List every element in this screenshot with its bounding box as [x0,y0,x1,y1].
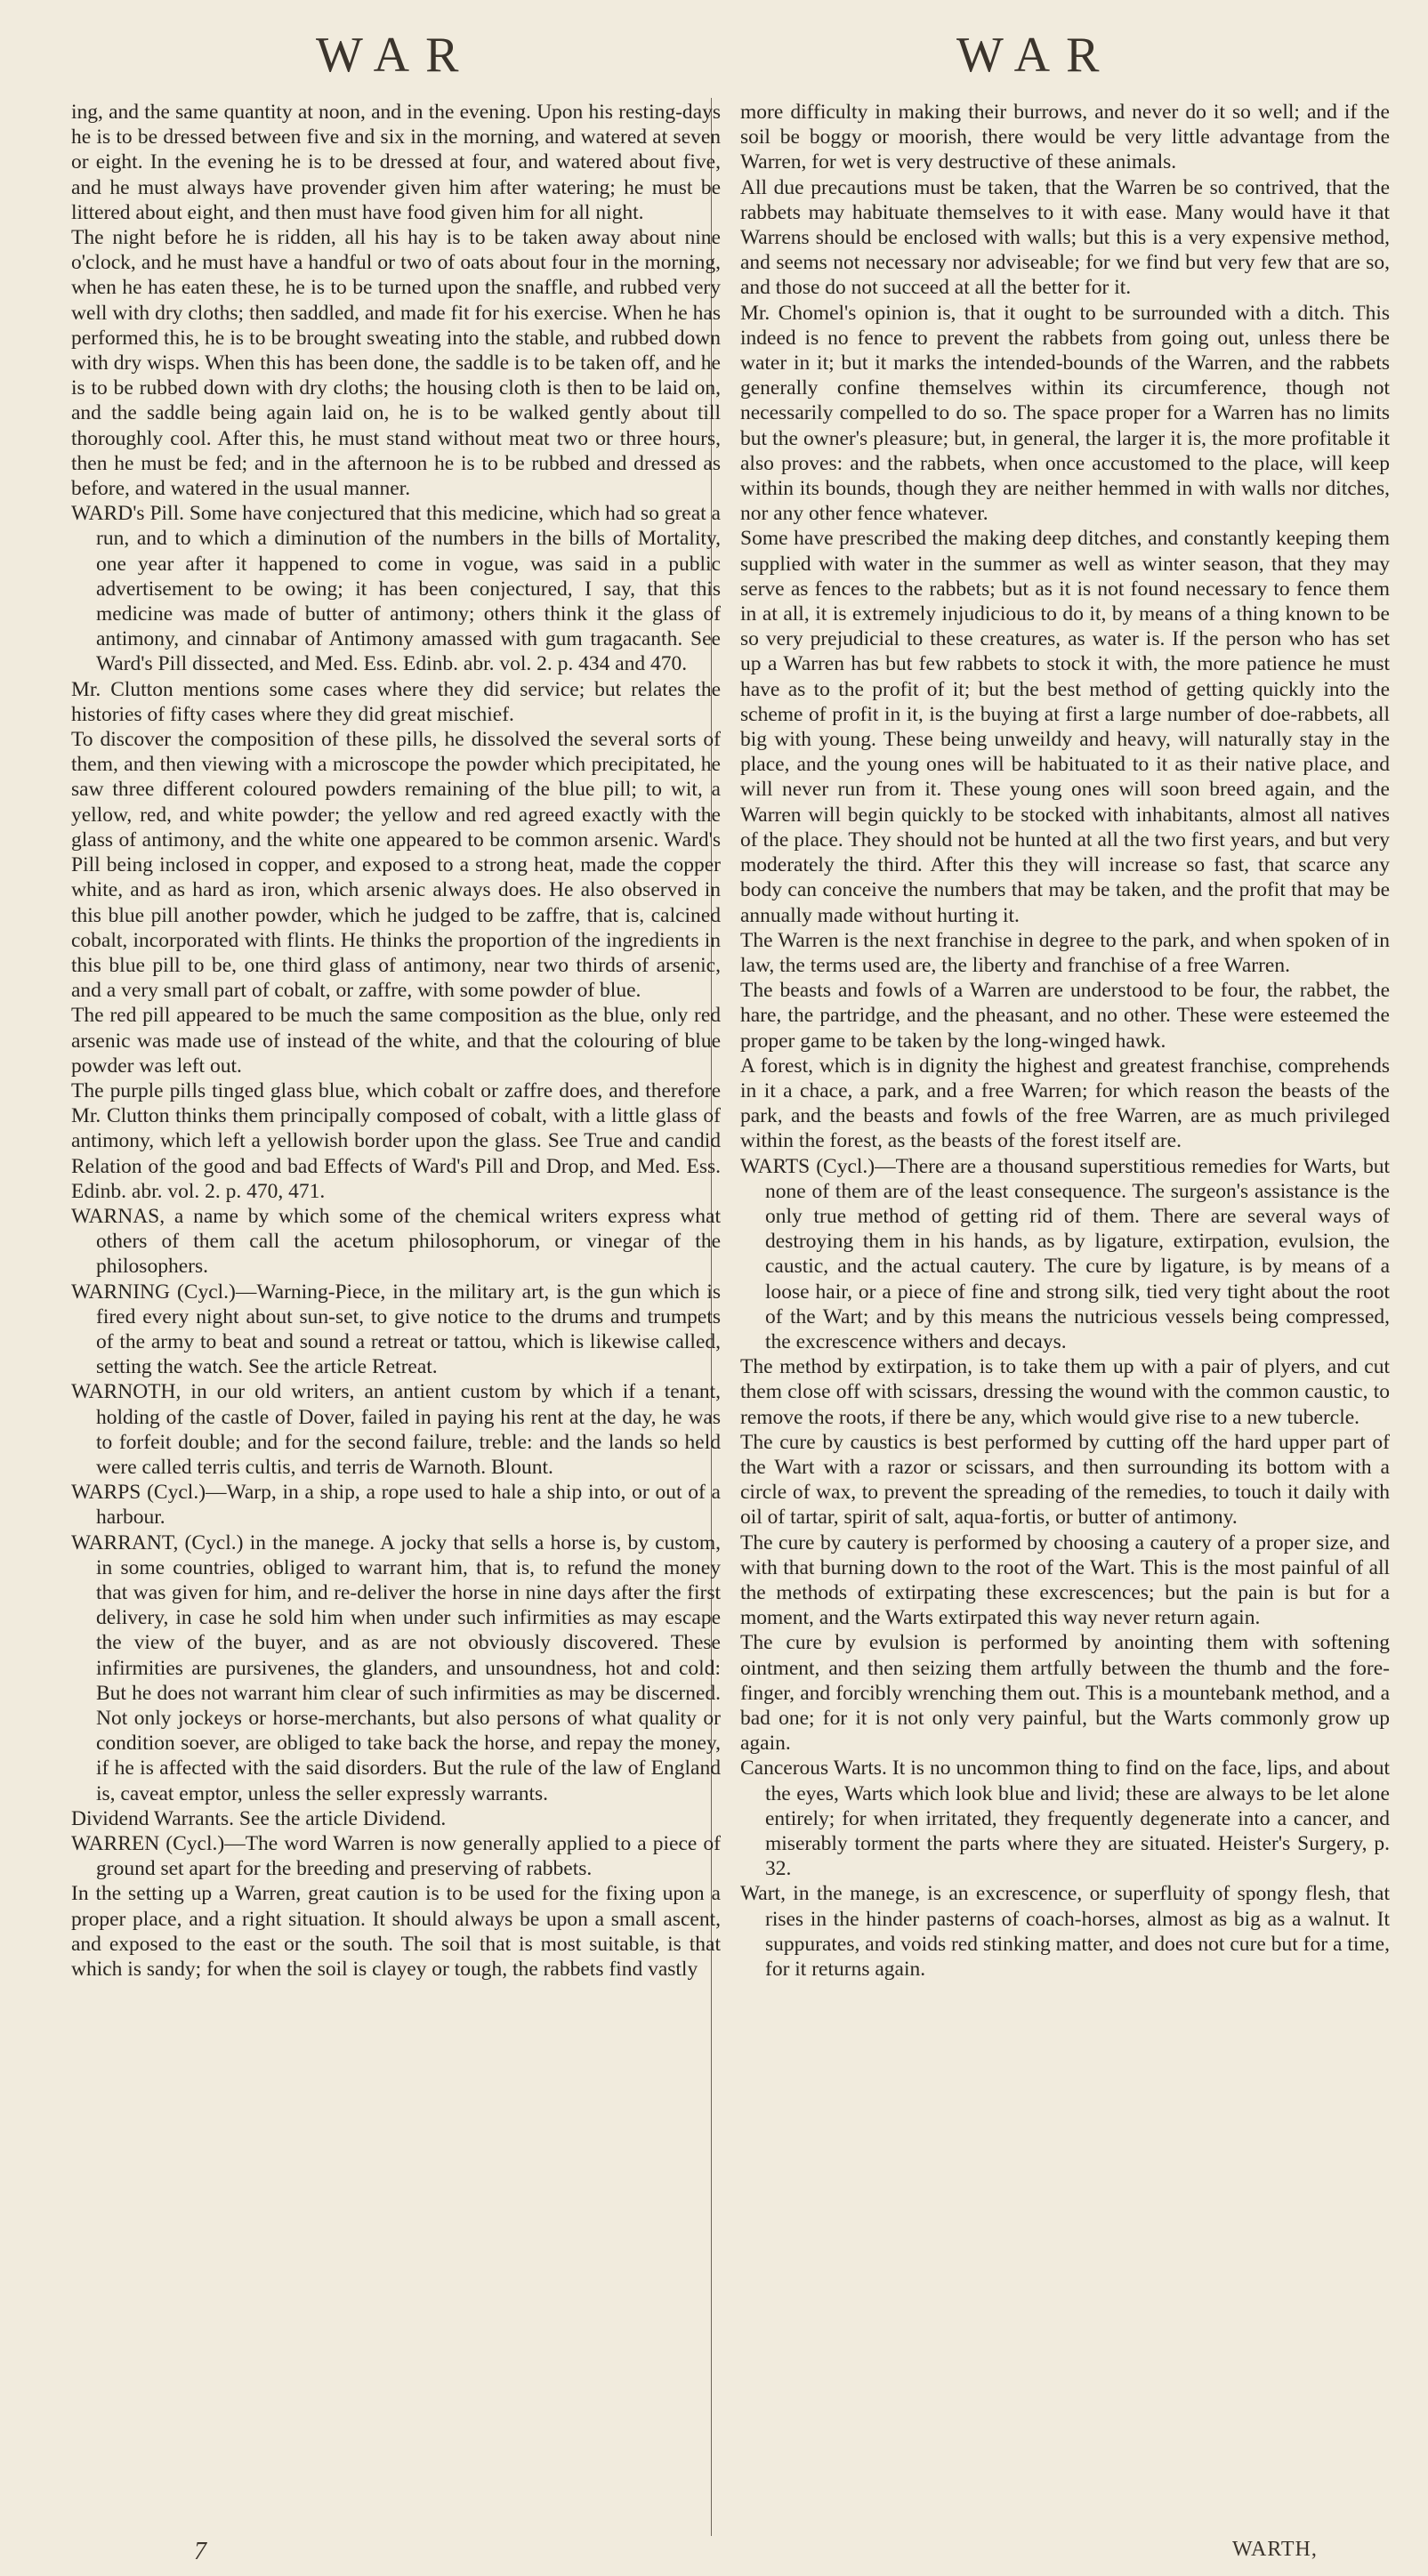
running-head-left: WAR [316,28,475,83]
paragraph: A forest, which is in dignity the highest and greatest franchise, comprehends in it a chace, a park, and a free Warren; for which reason the beasts of the park, and the beasts and fowls of the free Warren, are as much privileged within the forest, as the beasts of the forest itself are. [740,1054,1390,1153]
paragraph: The cure by caustics is best performed by cutting off the hard upper part of the Wart with a razor or scissars, and then surrounding its bottom with a circle of wax, to prevent the spreading of the remedies, to touch it daily with oil of tartar, spirit of salt, aqua-fortis, or butter of antimony. [740,1430,1390,1530]
paragraph: All due precautions must be taken, that the Warren be so contrived, that the rabbets may habituate themselves to it with ease. Many would have it that Warrens should be enclosed with walls; but this is a very expensive method, and seems not necessary nor adviseable; for we find but very few that are so, and those do not succeed at all the better for it. [740,175,1390,300]
paragraph: ing, and the same quantity at noon, and in the evening. Upon his resting-days he is to be dressed between five and six in the morning, and watered at seven or eight. In the evening he is to be dressed at four, and watered about five, and he must always have provender given him after watering; he must be littered about eight, and then must have food given him for all night. [71,101,721,224]
paragraph: In the setting up a Warren, great caution is to be used for the fixing upon a proper place, and a right situation. It should always be upon a small ascent, and exposed to the east or the south. The soil that is most suitable, is that which is sandy; for when the soil is clayey or tough, the rabbets find vastly [71,1882,721,1982]
left-column [71,100,721,1982]
paragraph: Dividend Warrants. See the article Dividend. [71,1806,447,1830]
paragraph: Mr. Chomel's opinion is, that it ought to be surrounded with a ditch. This indeed is no fence to prevent the rabbets from going out, unless there be water in it; but it marks the intended-bounds of the Warren, and the rabbets generally confine themselves within its circumference, though not necessarily compelled to do so. The space proper for a Warren has no limits but the owner's pleasure; but, in general, the larger it is, the more profitable it also proves: and the rabbets, when once accustomed to the place, will keep within its bounds, though they are neither hemmed in with walls nor ditches, nor any other fence whatever. [740,301,1390,526]
paragraph: more difficulty in making their burrows, and never do it so well; and if the soil be boggy or moorish, there would be very little advantage from the Warren, for wet is very destructive of these animals. [740,101,1390,174]
paragraph: WARTS (Cycl.)—There are a thousand superstitious remedies for Warts, but none of them are of the least consequence. The surgeon's assistance is the only true method of getting rid of them. There are several ways of destroying them in his hands, as by ligature, extirpation, evulsion, the caustic, and the actual cautery. The cure by ligature, is by means of a loose hair, or a piece of fine and strong silk, tied very tight about the root of the Wart; and by this means the nutricious vessels being compressed, the excrescence withers and decays. [740,1154,1390,1353]
paragraph: The night before he is ridden, all his hay is to be taken away about nine o'clock, and he must have a handful or two of oats about four in the morning, when he has eaten these, he is to be turned upon the snaffle, and rubbed very well with dry cloths; then saddled, and made fit for his exercise. When he has performed this, he is to be brought sweating into the stable, and rubbed down with dry wisps. When this has been done, the saddle is to be taken off, and he is to be rubbed down with dry cloths; the housing cloth is then to be laid on, and the saddle being again laid on, he is to be walked gently about till thoroughly cool. After this, he must stand without meat two or three hours, then he must be fed; and in the afternoon he is to be rubbed and dressed as before, and watered in the usual manner. [71,226,721,501]
paragraph: The method by extirpation, is to take them up with a pair of plyers, and cut them close off with scissars, dressing the wound with the common caustic, to remove the roots, if there be any, which would give rise to a new tubercle. [740,1355,1390,1429]
paragraph: The purple pills tinged glass blue, which cobalt or zaffre does, and therefore Mr. Clutton thinks them principally composed of cobalt, with a little glass of antimony, which left a yellowish border upon the glass. See True and candid Relation of the good and bad Effects of Ward's Pill and Drop, and Med. Ess. Edinb. abr. vol. 2. p. 470, 471. [71,1078,721,1203]
paragraph: The cure by cautery is performed by choosing a cautery of a proper size, and with that burning down to the root of the Wart. This is the most painful of all the methods of extirpating these excrescences; but the pain is but for a moment, and the Warts extirpated this way never return again. [740,1530,1390,1630]
paragraph: WARREN (Cycl.)—The word Warren is now generally applied to a piece of ground set apart for the breeding and preserving of rabbets. [71,1832,721,1881]
paragraph: To discover the composition of these pills, he dissolved the several sorts of them, and then viewing with a microscope the powder which precipitated, he saw three different coloured powders remaining of the blue pill; to wit, a yellow, red, and white powder; the yellow and red agreed exactly with the glass of antimony, and the white one appeared to be common arsenic. Ward's Pill being inclosed in copper, and exposed to a strong heat, made the copper white, and as hard as iron, which arsenic always does. He also observed in this blue pill another powder, which he judged to be zaffre, that is, calcined cobalt, incorporated with flints. He thinks the proportion of the ingredients in this blue pill to be, one third glass of antimony, near two thirds of arsenic, and a very small part of cobalt, or zaffre, with some powder of blue. [71,728,721,1003]
paragraph: WARPS (Cycl.)—Warp, in a ship, a rope used to hale a ship into, or out of a harbour. [71,1481,721,1530]
signature-mark: 7 [194,2538,206,2565]
paragraph: WARNING (Cycl.)—Warning-Piece, in the military art, is the gun which is fired every night about sun-set, to give notice to the drums and trumpets of the army to beat and sound a retreat or tattou, which is likewise called, setting the watch. See the article Retreat. [71,1280,721,1379]
catchword: WARTH, [1232,2538,1318,2561]
paragraph: WARRANT, (Cycl.) in the manege. A jocky that sells a horse is, by custom, in some countries, obliged to warrant him, that is, to refund the money that was given for him, and re-deliver the horse in nine days after the first delivery, in case he sold him when under such infirmities as may escape the view of the buyer, and as are not obviously discovered. These infirmities are pursivenes, the glanders, and unsoundness, hot and cold: But he does not warrant him clear of such infirmities as may be discerned. Not only jockeys or horse-merchants, but also persons of what quality or condition soever, are obliged to take back the horse, and repay the money, if he is affected with the said disorders. But the rule of the law of England is, caveat emptor, unless the seller expressly warrants. [71,1530,721,1805]
paragraph: WARNAS, a name by which some of the chemical writers express what others of them call the acetum philosophorum, or vinegar of the philosophers. [71,1204,721,1279]
paragraph: WARD's Pill. Some have conjectured that this medicine, which had so great a run, and to which a diminution of the numbers in the bills of Mortality, one year after it happened to come in vogue, was said in a public advertisement to be owing; it has been conjectured, I say, that this medicine was made of butter of antimony; others think it the glass of antimony, and cinnabar of Antimony amassed with gum tragacanth. See Ward's Pill dissected, and Med. Ess. Edinb. abr. vol. 2. p. 434 and 470. [71,502,721,676]
paragraph: WARNOTH, in our old writers, an antient custom by which if a tenant, holding of the castle of Dover, failed in paying his rent at the day, he was to forfeit double; and for the second failure, treble: and the lands so held were called terris cultis, and terris de Warnoth. Blount. [71,1380,721,1479]
paragraph: Wart, in the manege, is an excrescence, or superfluity of spongy flesh, that rises in the hinder pasterns of coach-horses, almost as big as a walnut. It suppurates, and voids red stinking matter, and does not cure but for a time, for it returns again. [740,1882,1390,1982]
paragraph: The red pill appeared to be much the same composition as the blue, only red arsenic was made use of instead of the white, and that the colouring of blue powder was left out. [71,1004,721,1078]
paragraph: The beasts and fowls of a Warren are understood to be four, the rabbet, the hare, the partridge, and the pheasant, and no other. These were esteemed the proper game to be taken by the long-winged hawk. [740,979,1390,1053]
right-column [740,100,1390,1982]
paragraph: The cure by evulsion is performed by anointing them with softening ointment, and then seizing them artfully between the thumb and the fore-finger, and forcibly wrenching them out. This is a mountebank method, and a bad one; for it is not only very painful, but the Warts commonly grow up again. [740,1631,1390,1756]
paragraph: Mr. Clutton mentions some cases where they did service; but relates the histories of fifty cases where they did great mischief. [71,677,721,726]
paragraph: The Warren is the next franchise in degree to the park, and when spoken of in law, the terms used are, the liberty and franchise of a free Warren. [740,928,1390,977]
running-head-right: WAR [956,28,1116,83]
paragraph: Some have prescribed the making deep ditches, and constantly keeping them supplied with water in the summer as well as winter season, that they may serve as fences to the rabbets; but as it is not found necessary to fence them in at all, it is extremely injudicious to do it, by means of a thing known to be so very prejudicial to these creatures, as water is. If the person who has set up a Warren has but few rabbets to stock it with, the more patience he must have as to the profit of it; but the best method of getting quickly into the scheme of profit in it, is the buying at first a large number of doe-rabbets, all big with young. These being unweildy and heavy, will naturally stay in the place, and the young ones will be habituated to it as their native place, and will never run from it. These young ones will soon breed again, and the Warren will begin quickly to be stocked with inhabitants, almost all natives of the place. They should not be hunted at all the two first years, and but very moderately the third. After this they will increase so fast, that scarce any body can conceive the numbers that may be taken, and the profit that may be annually made without hurting it. [740,527,1390,927]
paragraph: Cancerous Warts. It is no uncommon thing to find on the face, lips, and about the eyes, Warts which look blue and livid; these are always to be let alone entirely; for when irritated, they frequently degenerate into a cancer, and miserably torment the parts where they are situated. Heister's Surgery, p. 32. [740,1756,1390,1881]
